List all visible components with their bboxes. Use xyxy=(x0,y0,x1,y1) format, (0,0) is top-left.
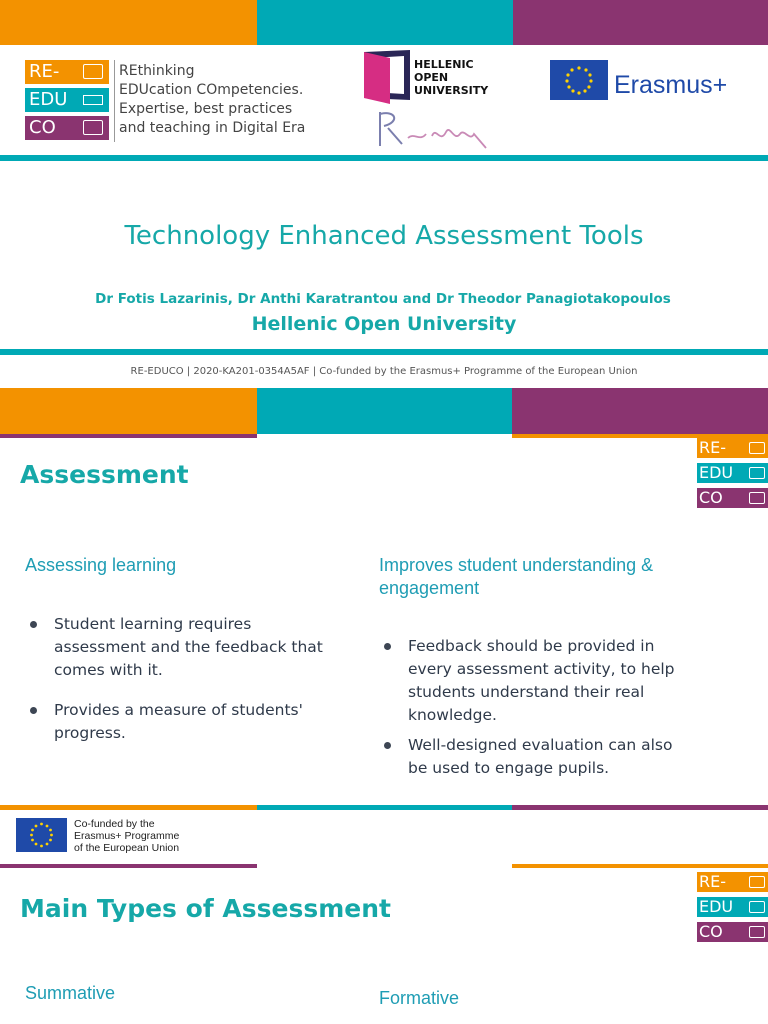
hou-text-line: HELLENIC xyxy=(414,58,474,71)
hou-text-line: OPEN xyxy=(414,71,449,84)
thin-band xyxy=(0,434,768,438)
logo-row-co: CO xyxy=(699,922,723,941)
logo-row-edu: EDU xyxy=(699,463,734,482)
logo-row-re: RE- xyxy=(699,872,726,891)
signature-logo-icon xyxy=(374,106,494,154)
list-item: Feedback should be provided in every assessment activity, to help students understand their real knowledge. xyxy=(378,635,688,727)
left-column-heading: Summative xyxy=(25,983,116,1003)
logo-tagline xyxy=(119,62,319,138)
logo-row-co: CO xyxy=(29,117,56,138)
briefcase-icon xyxy=(749,926,765,938)
institution: Hellenic Open University xyxy=(251,313,517,335)
tagline-line: EDUcation COmpetencies. xyxy=(119,82,304,98)
book-icon xyxy=(749,876,765,888)
hou-emblem-icon xyxy=(360,48,416,106)
logo-row-re: RE- xyxy=(699,438,726,457)
footer-text: RE-EDUCO | 2020-KA201-0354A5AF | Co-funded by the Erasmus+ Programme of the European Union xyxy=(130,366,638,377)
briefcase-icon xyxy=(83,120,103,135)
hou-logo xyxy=(360,48,500,153)
top-color-band xyxy=(0,388,768,434)
reeduco-logo-small xyxy=(697,872,768,942)
cofunded-line: Co-funded by the xyxy=(74,818,155,830)
slide-title: Assessment xyxy=(20,460,189,489)
left-bullet-list xyxy=(24,613,344,745)
slide-title xyxy=(0,0,768,388)
cofunded-line: of the European Union xyxy=(74,842,180,854)
left-column-heading: Assessing learning xyxy=(25,555,177,575)
graduation-cap-icon xyxy=(749,467,765,479)
logo-row-edu: EDU xyxy=(699,897,734,916)
logo-divider xyxy=(114,60,115,142)
slide-title: Main Types of Assessment xyxy=(20,894,391,923)
logo-row-re: RE- xyxy=(29,61,60,82)
erasmus-label: Erasmus+ xyxy=(614,71,728,99)
slide-main-types xyxy=(0,862,768,1024)
tagline-line: and teaching in Digital Era xyxy=(119,120,306,136)
erasmus-logo xyxy=(550,60,750,100)
tagline-line: Expertise, best practices xyxy=(119,101,293,117)
tagline-line: REthinking xyxy=(119,63,195,79)
divider-line xyxy=(0,349,768,355)
graduation-cap-icon xyxy=(83,95,103,105)
hou-text-line: UNIVERSITY xyxy=(414,84,489,97)
logo-row-edu: EDU xyxy=(29,89,68,110)
right-bullet-list xyxy=(378,635,688,780)
logo-row-co: CO xyxy=(699,488,723,507)
right-column-heading: Improves student understanding & engagement xyxy=(379,555,654,598)
authors: Dr Fotis Lazarinis, Dr Anthi Karatrantou and Dr Theodor Panagiotakopoulos xyxy=(95,291,671,307)
presentation-title: Technology Enhanced Assessment Tools xyxy=(124,221,644,251)
graduation-cap-icon xyxy=(749,901,765,913)
bottom-color-line xyxy=(0,805,768,810)
list-item: Student learning requires assessment and the feedback that comes with it. xyxy=(24,613,344,682)
thin-band xyxy=(0,864,768,868)
slide-assessment xyxy=(0,388,768,860)
book-icon xyxy=(83,64,103,79)
eu-flag-icon xyxy=(16,818,67,852)
briefcase-icon xyxy=(749,492,765,504)
cofunded-line: Erasmus+ Programme xyxy=(74,830,180,842)
reeduco-logo xyxy=(25,60,115,142)
top-color-band xyxy=(0,0,768,45)
reeduco-logo-small xyxy=(697,438,768,508)
right-column-heading: Formative xyxy=(379,988,460,1008)
list-item: Well-designed evaluation can also be used to engage pupils. xyxy=(378,734,688,780)
cofunded-badge xyxy=(16,818,216,856)
eu-flag-icon xyxy=(550,60,608,100)
book-icon xyxy=(749,442,765,454)
list-item: Provides a measure of students' progress. xyxy=(24,699,344,745)
divider-line xyxy=(0,155,768,161)
